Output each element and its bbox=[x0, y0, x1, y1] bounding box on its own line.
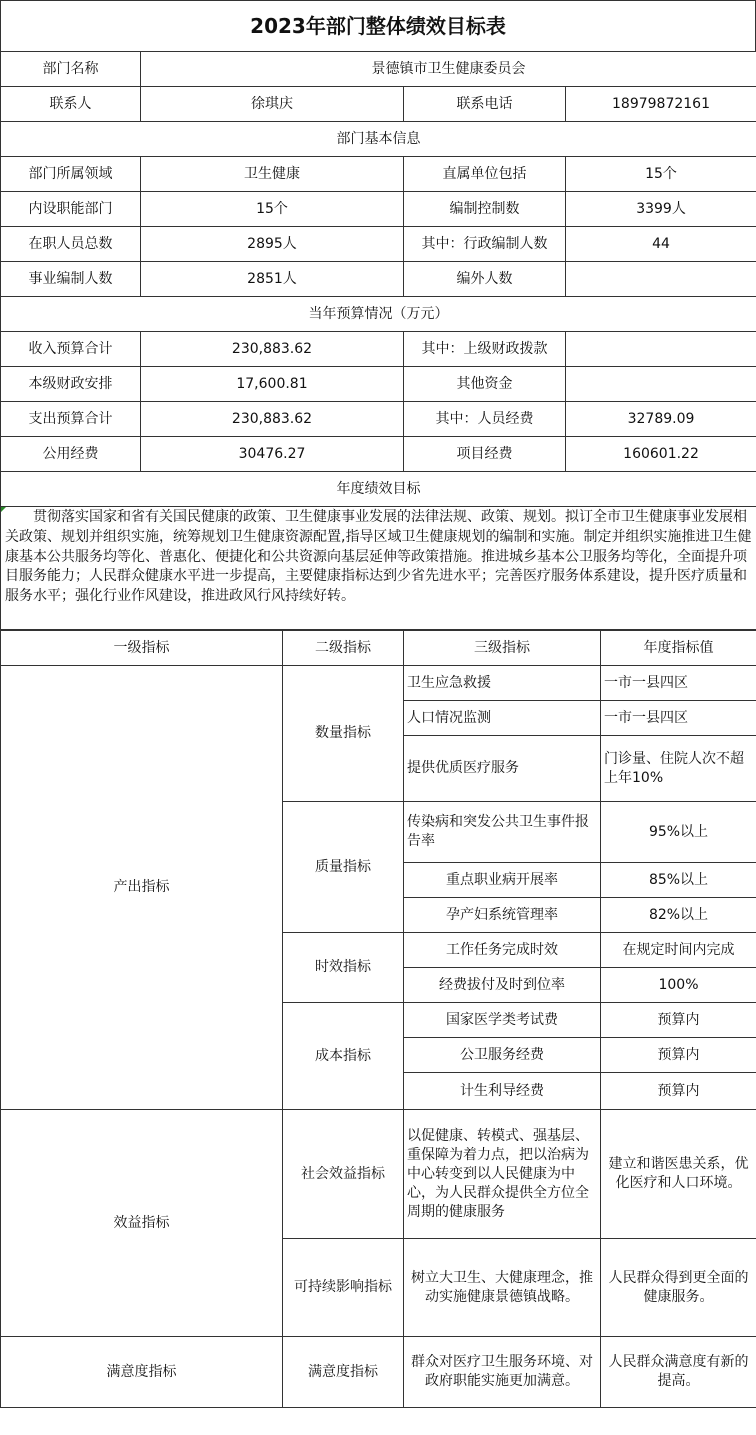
level2-satisfaction: 满意度指标 bbox=[283, 1337, 404, 1408]
target-value: 人民群众满意度有新的提高。 bbox=[601, 1337, 756, 1408]
header-cell: 一级指标 bbox=[1, 631, 283, 666]
level3: 群众对医疗卫生服务环境、对政府职能实施更加满意。 bbox=[404, 1337, 601, 1408]
section-header: 部门基本信息 bbox=[1, 122, 756, 157]
cell: 支出预算合计 bbox=[1, 402, 141, 437]
cell: 其中：上级财政拨款 bbox=[404, 332, 566, 367]
target-value: 一市一县四区 bbox=[601, 666, 756, 701]
cell: 2851人 bbox=[141, 262, 404, 297]
level3: 传染病和突发公共卫生事件报告率 bbox=[404, 802, 601, 863]
cell: 本级财政安排 bbox=[1, 367, 141, 402]
level3: 以促健康、转模式、强基层、重保障为着力点，把以治病为中心转变到以人民健康为中心，为人民群众提供全方位全周期的健康服务 bbox=[404, 1110, 601, 1239]
level3: 孕产妇系统管理率 bbox=[404, 898, 601, 933]
target-value: 85%以上 bbox=[601, 863, 756, 898]
level3: 公卫服务经费 bbox=[404, 1038, 601, 1073]
goal-text: 贯彻落实国家和省有关国民健康的政策、卫生健康事业发展的法律法规、政策、规划。拟订全市卫生健康事业发展相关政策、规划并组织实施，统筹规划卫生健康资源配置,指导区域卫生健康规划的编制和实施。制定并组织实施推进卫生健康基本公共服务均等化、普惠化、便捷化和公共资源向基层延伸等政策措施。推进城乡基本公卫服务均等化，全面提升项目服务能力；人民群众健康水平进一步提高，主要健康指标达到少省先进水平；完善医疗服务体系建设，提升医疗质量和服务水平；强化行业作风建设，推进政风行风持续好转。 bbox=[1, 507, 756, 630]
level3: 树立大卫生、大健康理念，推动实施健康景德镇战略。 bbox=[404, 1239, 601, 1337]
level3: 计生利导经费 bbox=[404, 1073, 601, 1110]
cell: 3399人 bbox=[566, 192, 756, 227]
level1-output: 产出指标 bbox=[1, 666, 283, 1110]
target-value: 在规定时间内完成 bbox=[601, 933, 756, 968]
level2-sustainable: 可持续影响指标 bbox=[283, 1239, 404, 1337]
target-value: 预算内 bbox=[601, 1038, 756, 1073]
cell: 其中：人员经费 bbox=[404, 402, 566, 437]
cell: 230,883.62 bbox=[141, 332, 404, 367]
target-value: 一市一县四区 bbox=[601, 701, 756, 736]
cell bbox=[566, 262, 756, 297]
cell: 30476.27 bbox=[141, 437, 404, 472]
header-cell: 年度指标值 bbox=[601, 631, 756, 666]
level2-quality: 质量指标 bbox=[283, 802, 404, 933]
cell: 项目经费 bbox=[404, 437, 566, 472]
target-value: 95%以上 bbox=[601, 802, 756, 863]
level3: 提供优质医疗服务 bbox=[404, 736, 601, 802]
cell: 部门所属领域 bbox=[1, 157, 141, 192]
target-value: 82%以上 bbox=[601, 898, 756, 933]
cell: 在职人员总数 bbox=[1, 227, 141, 262]
cell: 内设职能部门 bbox=[1, 192, 141, 227]
cell: 其中：行政编制人数 bbox=[404, 227, 566, 262]
indicator-table bbox=[0, 630, 756, 1408]
cell: 编外人数 bbox=[404, 262, 566, 297]
level3: 国家医学类考试费 bbox=[404, 1003, 601, 1038]
target-value: 建立和谐医患关系，优化医疗和人口环境。 bbox=[601, 1110, 756, 1239]
header-cell: 二级指标 bbox=[283, 631, 404, 666]
level2-social: 社会效益指标 bbox=[283, 1110, 404, 1239]
cell: 15个 bbox=[566, 157, 756, 192]
target-value: 100% bbox=[601, 968, 756, 1003]
cell: 2895人 bbox=[141, 227, 404, 262]
cell bbox=[566, 367, 756, 402]
phone-number: 18979872161 bbox=[566, 87, 756, 122]
cell: 公用经费 bbox=[1, 437, 141, 472]
label-cell: 联系电话 bbox=[404, 87, 566, 122]
page-title: 2023年部门整体绩效目标表 bbox=[0, 0, 756, 51]
target-value: 预算内 bbox=[601, 1073, 756, 1110]
section-header: 年度绩效目标 bbox=[1, 472, 756, 507]
cell: 直属单位包括 bbox=[404, 157, 566, 192]
cell: 17,600.81 bbox=[141, 367, 404, 402]
cell: 事业编制人数 bbox=[1, 262, 141, 297]
cell: 32789.09 bbox=[566, 402, 756, 437]
level2-cost: 成本指标 bbox=[283, 1003, 404, 1110]
level1-benefit: 效益指标 bbox=[1, 1110, 283, 1337]
header-cell: 三级指标 bbox=[404, 631, 601, 666]
label-cell: 联系人 bbox=[1, 87, 141, 122]
cell: 编制控制数 bbox=[404, 192, 566, 227]
dept-info-table bbox=[0, 51, 756, 630]
cell: 230,883.62 bbox=[141, 402, 404, 437]
level3: 工作任务完成时效 bbox=[404, 933, 601, 968]
contact-person: 徐琪庆 bbox=[141, 87, 404, 122]
level2-quantity: 数量指标 bbox=[283, 666, 404, 802]
level3: 人口情况监测 bbox=[404, 701, 601, 736]
cell: 其他资金 bbox=[404, 367, 566, 402]
label-cell: 部门名称 bbox=[1, 52, 141, 87]
cell: 卫生健康 bbox=[141, 157, 404, 192]
section-header: 当年预算情况（万元） bbox=[1, 297, 756, 332]
cell bbox=[566, 332, 756, 367]
target-value: 门诊量、住院人次不超上年10% bbox=[601, 736, 756, 802]
level3: 重点职业病开展率 bbox=[404, 863, 601, 898]
level1-satisfaction: 满意度指标 bbox=[1, 1337, 283, 1408]
cell: 160601.22 bbox=[566, 437, 756, 472]
cell: 15个 bbox=[141, 192, 404, 227]
cell: 44 bbox=[566, 227, 756, 262]
cell: 收入预算合计 bbox=[1, 332, 141, 367]
level3: 卫生应急救援 bbox=[404, 666, 601, 701]
target-value: 预算内 bbox=[601, 1003, 756, 1038]
level3: 经费拔付及时到位率 bbox=[404, 968, 601, 1003]
level2-timeliness: 时效指标 bbox=[283, 933, 404, 1003]
target-value: 人民群众得到更全面的健康服务。 bbox=[601, 1239, 756, 1337]
dept-name: 景德镇市卫生健康委员会 bbox=[141, 52, 756, 87]
